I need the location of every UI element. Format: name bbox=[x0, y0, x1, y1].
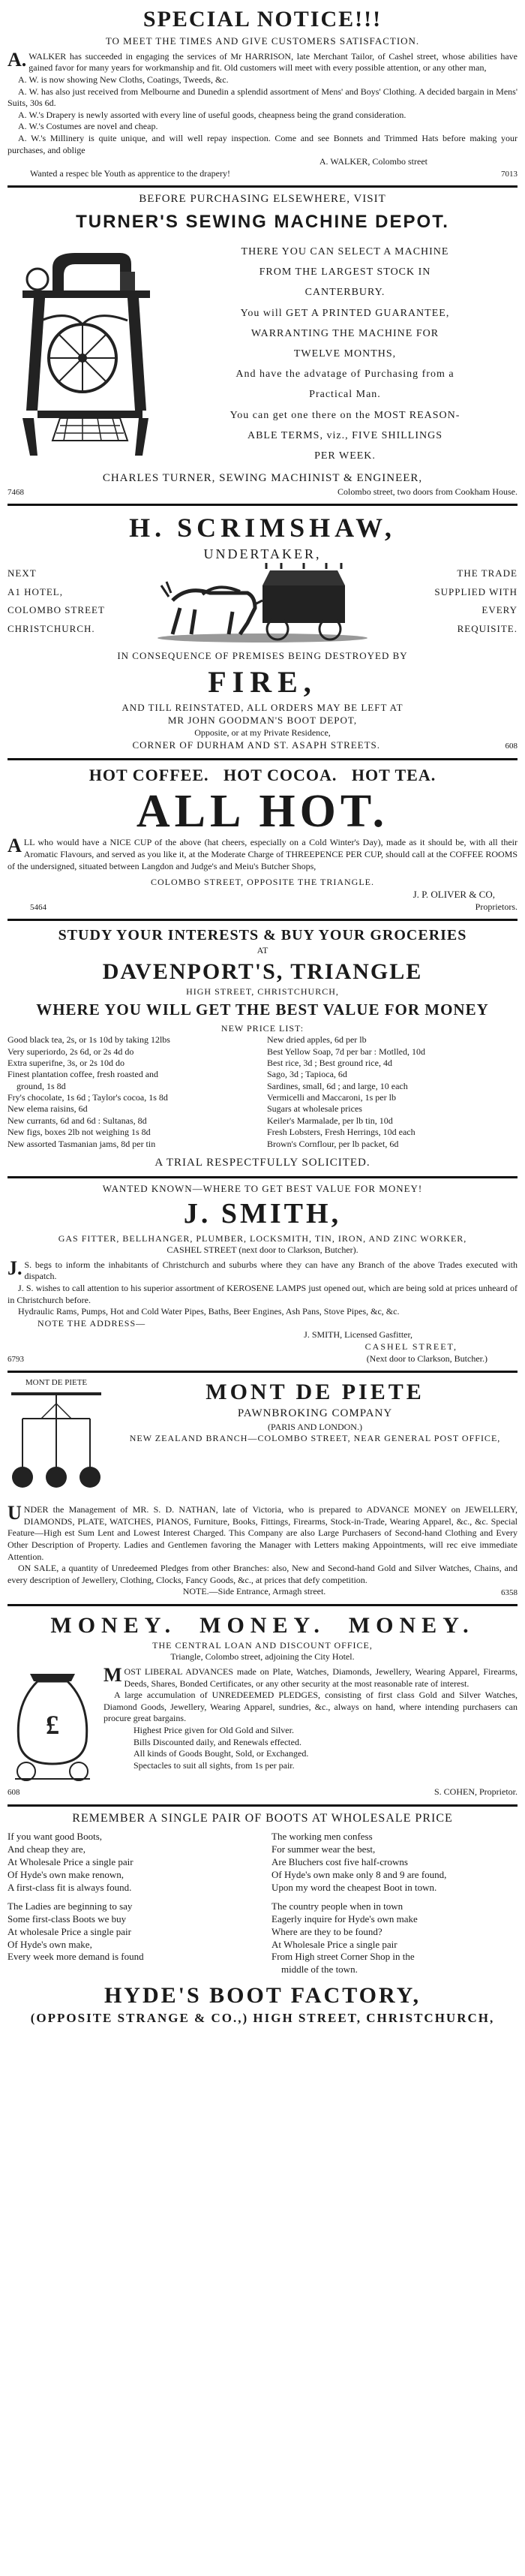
verse-line: The working men confess bbox=[272, 1831, 373, 1843]
turner-line: WARRANTING THE MACHINE FOR bbox=[250, 327, 440, 339]
money-ad bbox=[8, 1606, 518, 1804]
walker-p4: A. W.'s Drapery is newly assorted with every line of useful goods, cheapness being the grand consideration. bbox=[18, 109, 406, 120]
montdepiete-label: MONT DE PIETE bbox=[25, 1378, 88, 1388]
davenport-ad bbox=[8, 921, 518, 1176]
verse-line: Where are they to be found? bbox=[272, 1925, 382, 1937]
verse-line: middle of the town. bbox=[272, 1964, 358, 1976]
scrimshaw-right-line: THE TRADE bbox=[457, 567, 518, 579]
montdepiete-title: MONT DE PIETE bbox=[206, 1380, 424, 1405]
sewing-machine-illustration bbox=[8, 238, 165, 463]
money-p2: A large accumulation of UNREDEEMED PLEDGES, consisting of first class Gold and Silver Watches, Diamond Goods, Jewellery, Wearing Apparel, sundries, &c., always on hand, where intending purchasers can procure great bargains. bbox=[104, 1690, 518, 1724]
hyde-verse-left bbox=[8, 1831, 254, 1976]
allhot-num: 5464 bbox=[30, 902, 46, 912]
verse-line: At Wholesale Price a single pair bbox=[272, 1938, 398, 1950]
price-item: Brown's Cornflour, per lb packet, 6d bbox=[267, 1138, 399, 1149]
scrimshaw-fire: FIRE, bbox=[208, 665, 317, 700]
verse-line: For summer wear the best, bbox=[272, 1843, 376, 1855]
walker-sign: A. WALKER, Colombo street bbox=[319, 156, 428, 167]
price-item: New currants, 6d and 6d : Sultanas, 8d bbox=[8, 1115, 147, 1126]
verse-line: Of Hyde's own make renown, bbox=[8, 1869, 124, 1881]
scrimshaw-left-line: CHRISTCHURCH. bbox=[8, 623, 95, 635]
walker-num: 7013 bbox=[501, 170, 518, 179]
hyde-verse-right bbox=[272, 1831, 518, 1976]
verse-line: Of Hyde's own make only 8 and 9 are found, bbox=[272, 1869, 447, 1881]
walker-subtitle: TO MEET THE TIMES AND GIVE CUSTOMERS SATISFACTION. bbox=[105, 35, 420, 47]
price-item: Sago, 3d ; Tapioca, 6d bbox=[267, 1069, 347, 1080]
scrimshaw-left-line: NEXT bbox=[8, 567, 37, 579]
price-item: Extra superifne, 3s, or 2s 10d do bbox=[8, 1058, 124, 1069]
verse-line: And cheap they are, bbox=[8, 1843, 86, 1855]
davenport-price-col-left bbox=[8, 1034, 258, 1150]
walker-ad bbox=[8, 0, 518, 185]
price-item: New assorted Tasmanian jams, 8d per tin bbox=[8, 1138, 156, 1149]
money-p6: Spectacles to suit all sights, from 1s per pair. bbox=[134, 1759, 295, 1771]
davenport-title: DAVENPORT'S, TRIANGLE bbox=[102, 958, 423, 984]
price-item: Sugars at wholesale prices bbox=[267, 1103, 362, 1115]
money-p5: All kinds of Goods Bought, Sold, or Exchanged. bbox=[134, 1748, 309, 1759]
verse-line: Some first-class Boots we buy bbox=[8, 1912, 127, 1924]
price-item: Keiler's Marmalade, per lb tin, 10d bbox=[267, 1115, 393, 1126]
price-item: Sardines, small, 6d ; and large, 10 each bbox=[267, 1080, 408, 1091]
pawnbroker-balls-illustration bbox=[8, 1389, 105, 1501]
hyde-ad bbox=[8, 1807, 518, 2033]
scrimshaw-line2: MR JOHN GOODMAN'S BOOT DEPOT, bbox=[167, 715, 358, 727]
turner-address: Colombo street, two doors from Cookham House. bbox=[338, 486, 518, 497]
turner-line: PER WEEK. bbox=[314, 450, 376, 462]
smith-p3: Hydraulic Rams, Pumps, Hot and Cold Water Pipes, Baths, Beer Engines, Ash Pans, Stove Pipes, &c, &c. bbox=[18, 1306, 400, 1317]
verse-line: Eagerly inquire for Hyde's own make bbox=[272, 1912, 418, 1924]
turner-sign: CHARLES TURNER, SEWING MACHINIST & ENGINEER, bbox=[102, 472, 423, 485]
money-p3: Highest Price given for Old Gold and Silver. bbox=[134, 1725, 294, 1736]
smith-wanted: WANTED KNOWN—WHERE TO GET BEST VALUE FOR MONEY! bbox=[102, 1183, 423, 1195]
walker-wanted: Wanted a respec ble Youth as apprentice to the drapery! bbox=[30, 167, 230, 179]
smith-num: 6793 bbox=[8, 1354, 24, 1364]
scrimshaw-right-line: REQUISITE. bbox=[457, 623, 518, 635]
davenport-at: AT bbox=[256, 945, 268, 956]
money-p4: Bills Discounted daily, and Renewals effected. bbox=[134, 1736, 302, 1747]
montdepiete-p2: ON SALE, a quantity of Unredeemed Pledges from other Branches: also, New and Second-hand Gold and Silver Watches, Chains, and every description of Jewellery, Clothing, Clocks, Fancy Goods, &c., at prices that defy competition. bbox=[8, 1563, 518, 1585]
davenport-trial: A TRIAL RESPECTFULLY SOLICITED. bbox=[154, 1156, 370, 1169]
price-item: ground, 1s 8d bbox=[8, 1080, 66, 1091]
scrimshaw-role: UNDERTAKER, bbox=[203, 546, 322, 562]
verse-line: From High street Corner Shop in the bbox=[272, 1951, 415, 1963]
turner-line: FROM THE LARGEST STOCK IN bbox=[259, 266, 431, 278]
turner-pre: BEFORE PURCHASING ELSEWHERE, VISIT bbox=[139, 193, 386, 206]
hearse-illustration bbox=[150, 563, 375, 646]
smith-p1: J.S. begs to inform the inhabitants of Christchurch and suburbs where they can have any Branch of the above Trades executed with dispatch. bbox=[8, 1256, 518, 1282]
hyde-title: HYDE'S BOOT FACTORY, bbox=[104, 1983, 422, 2009]
smith-trades: GAS FITTER, BELLHANGER, PLUMBER, LOCKSMITH, TIN, IRON, AND ZINC WORKER, bbox=[58, 1232, 467, 1244]
smith-title: J. SMITH, bbox=[183, 1198, 342, 1230]
verse-line: Every week more demand is found bbox=[8, 1951, 144, 1963]
hyde-verses bbox=[8, 1831, 518, 1976]
montdepiete-branch: NEW ZEALAND BRANCH—COLOMBO STREET, NEAR GENERAL POST OFFICE, bbox=[129, 1433, 501, 1444]
turner-line: CANTERBURY. bbox=[304, 287, 386, 299]
money-bags-illustration bbox=[8, 1666, 98, 1786]
verse-line: Upon my word the cheapest Boot in town. bbox=[272, 1882, 437, 1894]
hyde-top: REMEMBER A SINGLE PAIR OF BOOTS AT WHOLESALE PRICE bbox=[72, 1811, 453, 1825]
montdepiete-paris: (PARIS AND LONDON.) bbox=[268, 1421, 362, 1432]
smith-p2: J. S. wishes to call attention to his superior assortment of KEROSENE LAMPS just opened out, which are being sold at prices unheard of in Christchurch before. bbox=[8, 1283, 518, 1305]
money-sign: S. COHEN, Proprietor. bbox=[434, 1786, 518, 1798]
davenport-where: WHERE YOU WILL GET THE BEST VALUE FOR MONEY bbox=[36, 1001, 489, 1019]
turner-line: Practical Man. bbox=[309, 389, 381, 401]
montdepiete-p1: UNDER the Management of MR. S. D. NATHAN, late of Victoria, who is prepared to ADVANCE MONEY on JEWELLERY, DIAMONDS, PLATE, WATCHES, PIANOS, Furniture, Books, Fittings, Firearms, Stock-in-Trade, Wearing Apparel, &c., &c. Special Feature—High est Sum Lent and Lowest Interest Charged. This Company are also Large Purchasers of Second-hand Clothing and Every Other Description of Property. Ladies and Gentlemen favoring the Manager with Letters making Appointments, will rec eive immediate Attention. bbox=[8, 1502, 518, 1562]
price-item: Vermicelli and Maccaroni, 1s per lb bbox=[267, 1092, 396, 1103]
scrimshaw-title: H. SCRIMSHAW, bbox=[129, 513, 396, 543]
turner-title: TURNER'S SEWING MACHINE DEPOT. bbox=[76, 211, 449, 232]
turner-num: 7468 bbox=[8, 487, 24, 497]
montdepiete-ad bbox=[8, 1373, 518, 1604]
turner-line: ABLE TERMS, viz., FIVE SHILLINGS bbox=[247, 429, 443, 441]
montdepiete-note: NOTE.—Side Entrance, Armagh street. bbox=[182, 1586, 326, 1597]
walker-p5: A. W.'s Costumes are novel and cheap. bbox=[18, 121, 158, 132]
price-item: Fry's chocolate, 1s 6d ; Taylor's cocoa, 1s 8d bbox=[8, 1092, 168, 1103]
scrimshaw-line1: AND TILL REINSTATED, ALL ORDERS MAY BE LEFT AT bbox=[122, 702, 404, 714]
price-item: Fresh Lobsters, Fresh Herrings, 10d each bbox=[267, 1127, 416, 1138]
price-item: Best rice, 3d ; Best ground rice, 4d bbox=[267, 1058, 392, 1069]
turner-line: TWELVE MONTHS, bbox=[293, 348, 397, 360]
verse-line: If you want good Boots, bbox=[8, 1831, 103, 1843]
price-item: Good black tea, 2s, or 1s 10d by taking 12lbs bbox=[8, 1034, 170, 1046]
allhot-top: HOT COFFEE. HOT COCOA. HOT TEA. bbox=[88, 765, 436, 784]
scrimshaw-ad bbox=[8, 506, 518, 757]
smith-note: NOTE THE ADDRESS— bbox=[38, 1317, 146, 1329]
turner-ad bbox=[8, 188, 518, 504]
scrimshaw-left-line: A1 HOTEL, bbox=[8, 585, 63, 597]
scrimshaw-left-line: COLOMBO STREET bbox=[8, 604, 105, 616]
money-num: 608 bbox=[8, 1788, 20, 1798]
price-item: Very superiordo, 2s 6d, or 2s 4d do bbox=[8, 1046, 134, 1057]
scrimshaw-left bbox=[8, 567, 120, 642]
smith-ad bbox=[8, 1178, 518, 1371]
walker-p3: A. W. has also just received from Melbourne and Dunedin a splendid assortment of Mens' and Boys' Clothing. A decided bargain in Mens' Suits, 30s 6d. bbox=[8, 86, 518, 109]
scrimshaw-right-line: EVERY bbox=[482, 604, 518, 616]
montdepiete-num: 6358 bbox=[501, 1587, 518, 1597]
walker-p1: A.WALKER has succeeded in engaging the services of Mr HARRISON, late Merchant Tailor, of Cashel street, whose abilities have gained favor for many years for workmanship and fit. Old customers will meet with every possible attention, or any other man, bbox=[8, 48, 518, 74]
smith-sign: J. SMITH, Licensed Gasfitter, bbox=[304, 1329, 412, 1341]
walker-title: SPECIAL NOTICE!!! bbox=[142, 7, 382, 32]
turner-line: You can get one there on the MOST REASON- bbox=[230, 409, 460, 421]
davenport-addr: HIGH STREET, CHRISTCHURCH, bbox=[186, 986, 339, 997]
money-office: THE CENTRAL LOAN AND DISCOUNT OFFICE, bbox=[152, 1639, 373, 1651]
allhot-ad bbox=[8, 760, 518, 919]
scrimshaw-consequence: IN CONSEQUENCE OF PREMISES BEING DESTROYED BY bbox=[117, 650, 408, 662]
svg-text:£: £ bbox=[46, 1710, 59, 1741]
walker-p2: A. W. is now showing New Cloths, Coatings, Tweeds, &c. bbox=[18, 74, 229, 86]
verse-line: At wholesale Price a single pair bbox=[8, 1925, 131, 1937]
verse-line: A first-class fit is always found. bbox=[8, 1882, 132, 1894]
balls-sign bbox=[8, 1377, 105, 1504]
davenport-newprice: NEW PRICE LIST: bbox=[220, 1022, 304, 1034]
price-item: New figs, boxes 2lb not weighing 1s 8d bbox=[8, 1127, 151, 1138]
montdepiete-company: PAWNBROKING COMPANY bbox=[237, 1407, 393, 1420]
hyde-sub: (OPPOSITE STRANGE & CO.,) HIGH STREET, CHRISTCHURCH, bbox=[30, 2011, 495, 2026]
smith-street: CASHEL STREET, bbox=[364, 1341, 458, 1353]
allhot-role: Proprietors. bbox=[475, 901, 518, 912]
verse-line: The country people when in town bbox=[272, 1900, 404, 1912]
scrimshaw-right-line: SUPPLIED WITH bbox=[434, 585, 518, 597]
walker-p6: A. W.'s Millinery is quite unique, and will well repay inspection. Come and see Bonnets and Trimmed Hats before making your purchases, and oblige bbox=[8, 133, 518, 155]
verse-line: At Wholesale Price a single pair bbox=[8, 1856, 134, 1868]
scrimshaw-num: 608 bbox=[505, 742, 518, 751]
scrimshaw-line4: CORNER OF DURHAM AND ST. ASAPH STREETS. bbox=[132, 739, 381, 751]
davenport-price-list bbox=[8, 1034, 518, 1150]
scrimshaw-line3: Opposite, or at my Private Residence, bbox=[194, 727, 331, 739]
money-addr: Triangle, Colombo street, adjoining the City Hotel. bbox=[170, 1651, 355, 1663]
turner-line: You will GET A PRINTED GUARANTEE, bbox=[240, 307, 450, 319]
allhot-title: ALL HOT. bbox=[136, 786, 389, 838]
money-p1: MOST LIBERAL ADVANCES made on Plate, Watches, Diamonds, Jewellery, Wearing Apparel, Firearms, Deeds, Shares, Bonded Certificates, or any other security at the most reasonable rate of interest. bbox=[104, 1664, 518, 1689]
davenport-top: STUDY YOUR INTERESTS & BUY YOUR GROCERIES bbox=[58, 927, 467, 944]
davenport-price-col-right bbox=[267, 1034, 518, 1150]
smith-addr: CASHEL STREET (next door to Clarkson, Butcher). bbox=[166, 1244, 358, 1256]
turner-line: THERE YOU CAN SELECT A MACHINE bbox=[241, 246, 449, 258]
price-item: New elema raisins, 6d bbox=[8, 1103, 88, 1115]
price-item: Finest plantation coffee, fresh roasted and bbox=[8, 1069, 159, 1080]
allhot-p: ALL who would have a NICE CUP of the above (hat cheers, especially on a Cold Winter's Day), made as it should be, with all their Aromatic Flavours, and served as you like it, at the Moderate Charge of THREEPENCE PER CUP, should call at the COFFEE ROOMS of the undersigned, situated between Langdon and Judge's and Meiu's Butcher Shops, bbox=[8, 835, 518, 871]
money-title: MONEY. MONEY. MONEY. bbox=[50, 1612, 475, 1638]
verse-line: The Ladies are beginning to say bbox=[8, 1900, 133, 1912]
verse-line: Of Hyde's own make, bbox=[8, 1938, 92, 1950]
turner-line: And have the advatage of Purchasing from a bbox=[236, 369, 454, 381]
turner-lines bbox=[172, 238, 518, 470]
allhot-sign: J. P. OLIVER & CO, bbox=[412, 888, 495, 900]
smith-paren: (Next door to Clarkson, Butcher.) bbox=[366, 1353, 488, 1364]
price-item: Best Yellow Soap, 7d per bar : Motlled, 10d bbox=[267, 1046, 425, 1057]
scrimshaw-right bbox=[405, 567, 518, 642]
verse-line: Are Bluchers cost five half-crowns bbox=[272, 1856, 408, 1868]
allhot-addr: COLOMBO STREET, OPPOSITE THE TRIANGLE. bbox=[150, 877, 374, 888]
price-item: New dried apples, 6d per lb bbox=[267, 1034, 367, 1046]
